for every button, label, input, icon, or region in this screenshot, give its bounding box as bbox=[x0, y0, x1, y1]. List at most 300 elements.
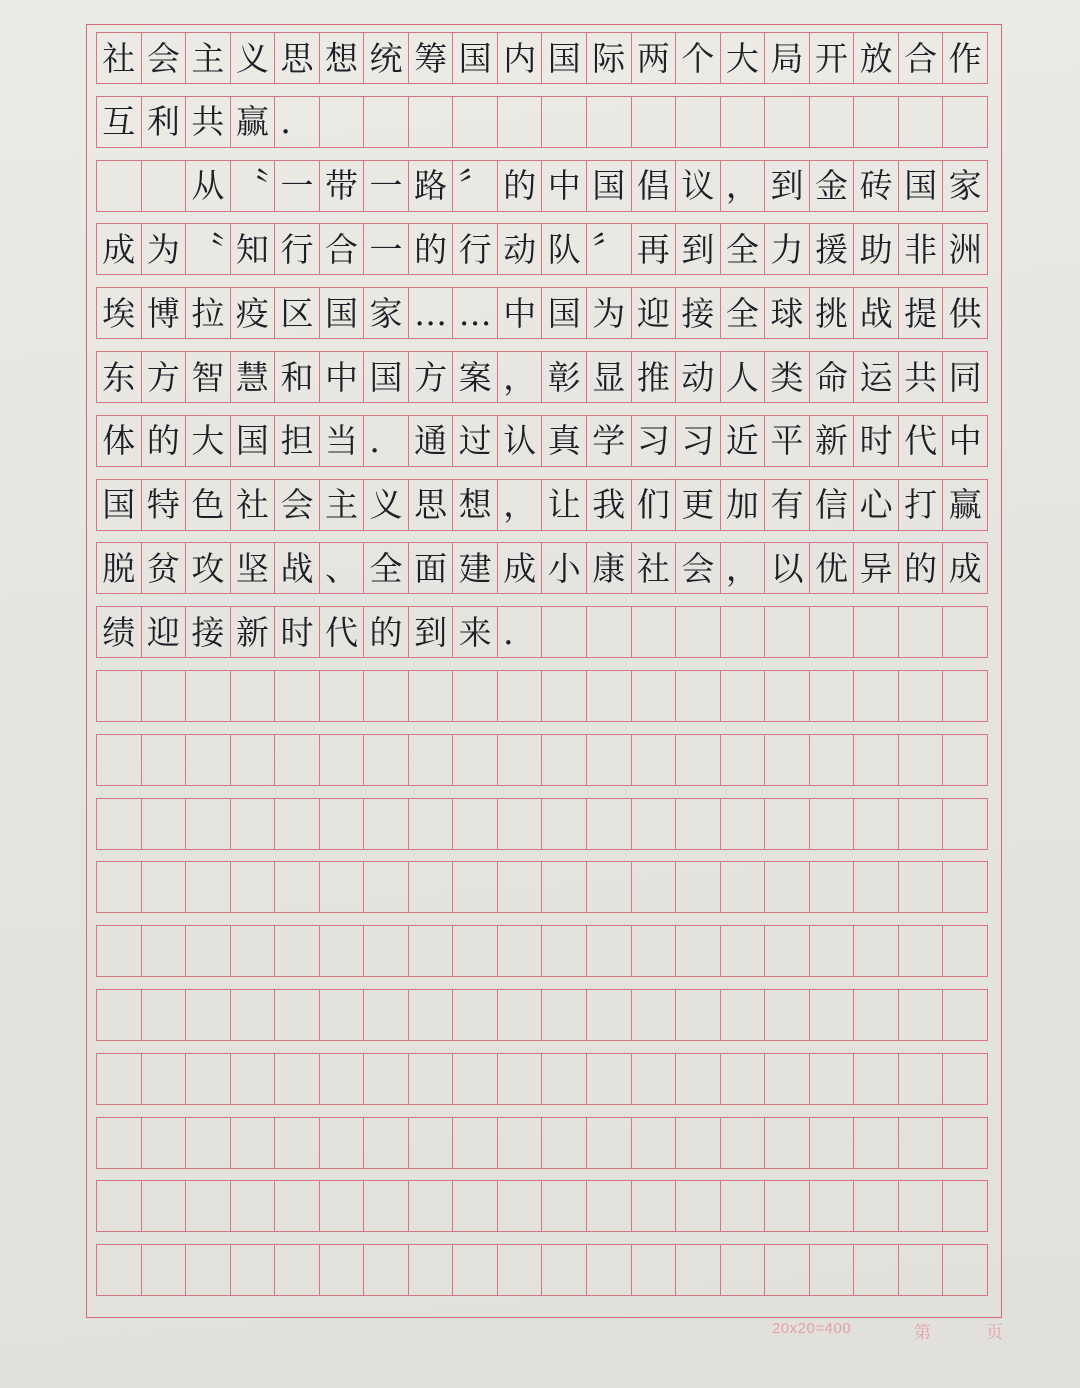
grid-cell: 信 bbox=[810, 480, 855, 530]
grid-cell: 〞 bbox=[453, 161, 498, 211]
grid-cell bbox=[587, 97, 632, 147]
grid-cell bbox=[676, 97, 721, 147]
grid-cell bbox=[498, 799, 543, 849]
grid-cell bbox=[453, 990, 498, 1040]
grid-cell: 带 bbox=[320, 161, 365, 211]
grid-cell: 再 bbox=[632, 224, 677, 274]
grid-cell bbox=[854, 735, 899, 785]
grid-cell bbox=[142, 799, 187, 849]
grid-cell: 新 bbox=[231, 607, 276, 657]
grid-cell bbox=[97, 990, 142, 1040]
grid-cell: 战 bbox=[275, 543, 320, 593]
grid-cell bbox=[320, 799, 365, 849]
grid-cell: 的 bbox=[899, 543, 944, 593]
grid-cell bbox=[275, 1118, 320, 1168]
grid-cell: 中 bbox=[498, 288, 543, 338]
grid-cell: 议 bbox=[676, 161, 721, 211]
grid-cell bbox=[364, 1181, 409, 1231]
grid-cell: 队 bbox=[542, 224, 587, 274]
grid-cell bbox=[632, 671, 677, 721]
grid-cell: 中 bbox=[320, 352, 365, 402]
grid-cell: 迎 bbox=[142, 607, 187, 657]
grid-cell: 中 bbox=[542, 161, 587, 211]
grid-cell bbox=[721, 1181, 766, 1231]
grid-cell: 国 bbox=[231, 416, 276, 466]
grid-cell: 合 bbox=[899, 33, 944, 83]
grid-cell: 思 bbox=[275, 33, 320, 83]
grid-row bbox=[96, 351, 988, 403]
grid-cell bbox=[542, 1118, 587, 1168]
grid-row bbox=[96, 542, 988, 594]
grid-cell bbox=[498, 1054, 543, 1104]
grid-cell bbox=[186, 799, 231, 849]
grid-cell bbox=[186, 862, 231, 912]
grid-cell: 中 bbox=[943, 416, 988, 466]
grid-cell: 成 bbox=[97, 224, 142, 274]
grid-cell bbox=[186, 671, 231, 721]
grid-cell: 以 bbox=[765, 543, 810, 593]
grid-cell: 思 bbox=[409, 480, 454, 530]
grid-cell bbox=[231, 926, 276, 976]
grid-cell: 义 bbox=[364, 480, 409, 530]
grid-cell: 提 bbox=[899, 288, 944, 338]
grid-cell bbox=[142, 1245, 187, 1295]
grid-cell bbox=[542, 1181, 587, 1231]
grid-cell bbox=[409, 1054, 454, 1104]
grid-cell: 运 bbox=[854, 352, 899, 402]
grid-cell: 成 bbox=[498, 543, 543, 593]
grid-cell bbox=[498, 1181, 543, 1231]
grid-cell bbox=[498, 926, 543, 976]
grid-cell bbox=[97, 862, 142, 912]
grid-cell: 推 bbox=[632, 352, 677, 402]
grid-cell: ． bbox=[498, 607, 543, 657]
grid-cell: 方 bbox=[409, 352, 454, 402]
grid-cell bbox=[943, 990, 988, 1040]
grid-cell: 慧 bbox=[231, 352, 276, 402]
grid-cell bbox=[453, 799, 498, 849]
grid-cell: 路 bbox=[409, 161, 454, 211]
grid-cell bbox=[899, 607, 944, 657]
grid-cell: 到 bbox=[409, 607, 454, 657]
grid-cell bbox=[899, 926, 944, 976]
grid-row bbox=[96, 925, 988, 977]
grid-cell bbox=[721, 735, 766, 785]
grid-cell: 学 bbox=[587, 416, 632, 466]
grid-cell: 个 bbox=[676, 33, 721, 83]
grid-cell bbox=[810, 926, 855, 976]
grid-cell bbox=[765, 990, 810, 1040]
grid-cell bbox=[498, 97, 543, 147]
grid-cell bbox=[542, 97, 587, 147]
grid-cell: 行 bbox=[453, 224, 498, 274]
grid-cell bbox=[676, 1054, 721, 1104]
grid-cell bbox=[409, 1118, 454, 1168]
grid-cell: 康 bbox=[587, 543, 632, 593]
grid-cell: 一 bbox=[364, 224, 409, 274]
grid-cell: 国 bbox=[542, 33, 587, 83]
grid-cell bbox=[97, 1118, 142, 1168]
grid-cell: 会 bbox=[275, 480, 320, 530]
grid-cell: 人 bbox=[721, 352, 766, 402]
grid-cell: 真 bbox=[542, 416, 587, 466]
grid-cell bbox=[97, 671, 142, 721]
grid-cell bbox=[409, 735, 454, 785]
grid-cell: ， bbox=[721, 161, 766, 211]
grid-cell: 命 bbox=[810, 352, 855, 402]
grid-cell bbox=[943, 1181, 988, 1231]
grid-cell bbox=[320, 862, 365, 912]
grid-cell: 代 bbox=[899, 416, 944, 466]
grid-cell bbox=[275, 990, 320, 1040]
grid-cell bbox=[632, 990, 677, 1040]
grid-cell: 面 bbox=[409, 543, 454, 593]
grid-cell bbox=[899, 671, 944, 721]
grid-cell bbox=[810, 799, 855, 849]
grid-cell: 知 bbox=[231, 224, 276, 274]
grid-cell bbox=[231, 1245, 276, 1295]
grid-cell bbox=[142, 926, 187, 976]
grid-cell bbox=[409, 1181, 454, 1231]
grid-cell: 〝 bbox=[186, 224, 231, 274]
grid-row bbox=[96, 1053, 988, 1105]
grid-cell: 国 bbox=[364, 352, 409, 402]
grid-cell: 色 bbox=[186, 480, 231, 530]
grid-cell: 大 bbox=[186, 416, 231, 466]
grid-cell bbox=[721, 862, 766, 912]
grid-cell bbox=[320, 1118, 365, 1168]
grid-cell: 贫 bbox=[142, 543, 187, 593]
grid-cell bbox=[854, 799, 899, 849]
grid-cell bbox=[453, 735, 498, 785]
grid-cell: 共 bbox=[899, 352, 944, 402]
grid-cell bbox=[721, 671, 766, 721]
grid-cell: 的 bbox=[498, 161, 543, 211]
grid-cell: 同 bbox=[943, 352, 988, 402]
grid-cell: 担 bbox=[275, 416, 320, 466]
grid-cell: 显 bbox=[587, 352, 632, 402]
grid-row bbox=[96, 670, 988, 722]
grid-row bbox=[96, 1180, 988, 1232]
grid-cell bbox=[97, 926, 142, 976]
grid-cell bbox=[498, 1245, 543, 1295]
grid-cell bbox=[231, 1054, 276, 1104]
grid-cell: 坚 bbox=[231, 543, 276, 593]
grid-cell: 的 bbox=[364, 607, 409, 657]
grid-cell: 、 bbox=[320, 543, 365, 593]
grid-cell: 更 bbox=[676, 480, 721, 530]
grid-row bbox=[96, 415, 988, 467]
grid-cell: 助 bbox=[854, 224, 899, 274]
grid-cell bbox=[721, 607, 766, 657]
grid-cell: 类 bbox=[765, 352, 810, 402]
grid-cell: 挑 bbox=[810, 288, 855, 338]
grid-cell: 来 bbox=[453, 607, 498, 657]
grid-cell: 疫 bbox=[231, 288, 276, 338]
grid-cell bbox=[632, 799, 677, 849]
grid-cell bbox=[899, 735, 944, 785]
grid-cell bbox=[498, 862, 543, 912]
grid-cell bbox=[943, 1054, 988, 1104]
grid-cell bbox=[854, 1181, 899, 1231]
grid-cell: 动 bbox=[676, 352, 721, 402]
grid-cell bbox=[542, 1245, 587, 1295]
grid-cell bbox=[854, 671, 899, 721]
grid-row bbox=[96, 1117, 988, 1169]
grid-cell bbox=[97, 735, 142, 785]
grid-cell bbox=[810, 671, 855, 721]
grid-cell bbox=[632, 97, 677, 147]
grid-cell bbox=[721, 1054, 766, 1104]
grid-cell: 主 bbox=[186, 33, 231, 83]
grid-cell: 金 bbox=[810, 161, 855, 211]
grid-cell: 一 bbox=[275, 161, 320, 211]
grid-cell bbox=[943, 671, 988, 721]
grid-cell bbox=[498, 671, 543, 721]
grid-cell: 和 bbox=[275, 352, 320, 402]
grid-cell: 际 bbox=[587, 33, 632, 83]
grid-cell bbox=[142, 862, 187, 912]
grid-cell bbox=[364, 735, 409, 785]
grid-cell bbox=[899, 990, 944, 1040]
grid-cell: 彰 bbox=[542, 352, 587, 402]
grid-cell: 赢 bbox=[943, 480, 988, 530]
grid-row bbox=[96, 1244, 988, 1296]
grid-cell: 特 bbox=[142, 480, 187, 530]
grid-cell: 优 bbox=[810, 543, 855, 593]
grid-cell bbox=[721, 799, 766, 849]
grid-cell bbox=[364, 926, 409, 976]
grid-cell: 倡 bbox=[632, 161, 677, 211]
grid-cell bbox=[676, 990, 721, 1040]
grid-cell: 接 bbox=[676, 288, 721, 338]
grid-cell bbox=[765, 735, 810, 785]
grid-cell bbox=[186, 1181, 231, 1231]
grid-cell: 〞 bbox=[587, 224, 632, 274]
grid-cell bbox=[632, 862, 677, 912]
grid-cell: 我 bbox=[587, 480, 632, 530]
grid-cell: 两 bbox=[632, 33, 677, 83]
grid-cell: 国 bbox=[97, 480, 142, 530]
grid-cell bbox=[231, 735, 276, 785]
grid-cell bbox=[632, 1245, 677, 1295]
grid-cell bbox=[587, 1118, 632, 1168]
grid-cell bbox=[721, 990, 766, 1040]
grid-cell bbox=[632, 607, 677, 657]
grid-cell: 区 bbox=[275, 288, 320, 338]
grid-cell bbox=[142, 671, 187, 721]
grid-cell bbox=[364, 97, 409, 147]
grid-cell bbox=[275, 1181, 320, 1231]
grid-cell bbox=[542, 735, 587, 785]
grid-cell bbox=[899, 862, 944, 912]
grid-cell bbox=[97, 799, 142, 849]
grid-cell bbox=[810, 1245, 855, 1295]
grid-cell bbox=[676, 1181, 721, 1231]
grid-cell: 家 bbox=[364, 288, 409, 338]
grid-cell bbox=[97, 1245, 142, 1295]
grid-cell bbox=[409, 799, 454, 849]
grid-cell: 筹 bbox=[409, 33, 454, 83]
grid-cell bbox=[186, 735, 231, 785]
grid-cell bbox=[899, 799, 944, 849]
grid-cell: 埃 bbox=[97, 288, 142, 338]
grid-cell bbox=[142, 1118, 187, 1168]
grid-cell bbox=[142, 161, 187, 211]
grid-cell bbox=[765, 1245, 810, 1295]
grid-cell bbox=[453, 671, 498, 721]
grid-cell: 国 bbox=[453, 33, 498, 83]
grid-cell: 的 bbox=[142, 416, 187, 466]
grid-cell: 非 bbox=[899, 224, 944, 274]
grid-cell: 内 bbox=[498, 33, 543, 83]
grid-cell: 会 bbox=[676, 543, 721, 593]
grid-cell: 主 bbox=[320, 480, 365, 530]
grid-cell bbox=[409, 926, 454, 976]
grid-row bbox=[96, 734, 988, 786]
grid-cell: ， bbox=[498, 480, 543, 530]
grid-cell bbox=[186, 1118, 231, 1168]
grid-cell: 新 bbox=[810, 416, 855, 466]
grid-cell: 案 bbox=[453, 352, 498, 402]
grid-cell bbox=[453, 1054, 498, 1104]
grid-cell bbox=[765, 1054, 810, 1104]
grid-cell bbox=[721, 926, 766, 976]
grid-cell bbox=[320, 1245, 365, 1295]
grid-cell: 行 bbox=[275, 224, 320, 274]
grid-cell bbox=[186, 1245, 231, 1295]
grid-cell: 局 bbox=[765, 33, 810, 83]
grid-cell: 洲 bbox=[943, 224, 988, 274]
grid-cell: 体 bbox=[97, 416, 142, 466]
grid-cell bbox=[587, 799, 632, 849]
grid-cell: 赢 bbox=[231, 97, 276, 147]
grid-row bbox=[96, 989, 988, 1041]
grid-cell: 迎 bbox=[632, 288, 677, 338]
grid-cell: 想 bbox=[453, 480, 498, 530]
grid-cell bbox=[498, 1118, 543, 1168]
grid-cell bbox=[409, 990, 454, 1040]
grid-cell: 平 bbox=[765, 416, 810, 466]
grid-cell bbox=[899, 97, 944, 147]
grid-cell: 为 bbox=[587, 288, 632, 338]
grid-cell bbox=[542, 862, 587, 912]
grid-cell bbox=[854, 1245, 899, 1295]
grid-row bbox=[96, 861, 988, 913]
grid-cell bbox=[320, 1181, 365, 1231]
grid-cell bbox=[320, 1054, 365, 1104]
grid-cell: 全 bbox=[721, 288, 766, 338]
grid-cell: 会 bbox=[142, 33, 187, 83]
grid-cell bbox=[632, 926, 677, 976]
grid-cell: 放 bbox=[854, 33, 899, 83]
grid-cell bbox=[854, 1054, 899, 1104]
grid-cell bbox=[320, 735, 365, 785]
grid-cell: 社 bbox=[231, 480, 276, 530]
grid-cell bbox=[943, 862, 988, 912]
grid-cell: 智 bbox=[186, 352, 231, 402]
grid-cell: 时 bbox=[275, 607, 320, 657]
grid-cell: 供 bbox=[943, 288, 988, 338]
grid-cell: 利 bbox=[142, 97, 187, 147]
grid-cell: 异 bbox=[854, 543, 899, 593]
grid-row bbox=[96, 287, 988, 339]
grid-cell bbox=[142, 990, 187, 1040]
grid-cell bbox=[943, 799, 988, 849]
grid-cell bbox=[899, 1245, 944, 1295]
grid-cell bbox=[943, 1118, 988, 1168]
grid-cell bbox=[364, 671, 409, 721]
grid-cell bbox=[765, 862, 810, 912]
grid-cell bbox=[320, 97, 365, 147]
grid-cell: 当 bbox=[320, 416, 365, 466]
grid-cell bbox=[186, 990, 231, 1040]
grid-cell bbox=[632, 735, 677, 785]
grid-row bbox=[96, 606, 988, 658]
grid-cell: 互 bbox=[97, 97, 142, 147]
grid-cell: … bbox=[453, 288, 498, 338]
grid-cell bbox=[854, 607, 899, 657]
grid-cell bbox=[231, 862, 276, 912]
grid-cell bbox=[587, 1181, 632, 1231]
grid-cell: 代 bbox=[320, 607, 365, 657]
grid-cell: 砖 bbox=[854, 161, 899, 211]
grid-cell bbox=[632, 1181, 677, 1231]
grid-cell bbox=[275, 1054, 320, 1104]
grid-cell bbox=[587, 607, 632, 657]
grid-row bbox=[96, 160, 988, 212]
grid-cell: 全 bbox=[721, 224, 766, 274]
grid-cell bbox=[899, 1118, 944, 1168]
grid-cell: 时 bbox=[854, 416, 899, 466]
grid-cell: 攻 bbox=[186, 543, 231, 593]
grid-cell: 开 bbox=[810, 33, 855, 83]
grid-cell bbox=[676, 926, 721, 976]
grid-cell bbox=[453, 1245, 498, 1295]
grid-cell: 近 bbox=[721, 416, 766, 466]
grid-cell: 小 bbox=[542, 543, 587, 593]
grid-cell bbox=[142, 1181, 187, 1231]
grid-cell bbox=[765, 1181, 810, 1231]
grid-cell: ， bbox=[498, 352, 543, 402]
grid-cell bbox=[632, 1054, 677, 1104]
grid-cell: 接 bbox=[186, 607, 231, 657]
grid-spec-label: 20x20=400 bbox=[772, 1320, 852, 1337]
grid-cell bbox=[854, 97, 899, 147]
grid-cell bbox=[587, 990, 632, 1040]
grid-cell bbox=[810, 862, 855, 912]
grid-cell bbox=[632, 1118, 677, 1168]
grid-cell bbox=[231, 1118, 276, 1168]
grid-cell bbox=[676, 862, 721, 912]
grid-cell bbox=[943, 1245, 988, 1295]
grid-cell bbox=[409, 671, 454, 721]
grid-cell bbox=[542, 990, 587, 1040]
grid-cell bbox=[275, 671, 320, 721]
grid-cell: 作 bbox=[943, 33, 988, 83]
grid-cell bbox=[676, 735, 721, 785]
grid-cell: 一 bbox=[364, 161, 409, 211]
grid-cell: 加 bbox=[721, 480, 766, 530]
grid-cell: 建 bbox=[453, 543, 498, 593]
grid-cell: 社 bbox=[97, 33, 142, 83]
grid-cell bbox=[676, 1245, 721, 1295]
grid-cell bbox=[409, 862, 454, 912]
grid-cell: 有 bbox=[765, 480, 810, 530]
grid-cell: 共 bbox=[186, 97, 231, 147]
grid-cell bbox=[810, 1118, 855, 1168]
grid-cell bbox=[231, 799, 276, 849]
